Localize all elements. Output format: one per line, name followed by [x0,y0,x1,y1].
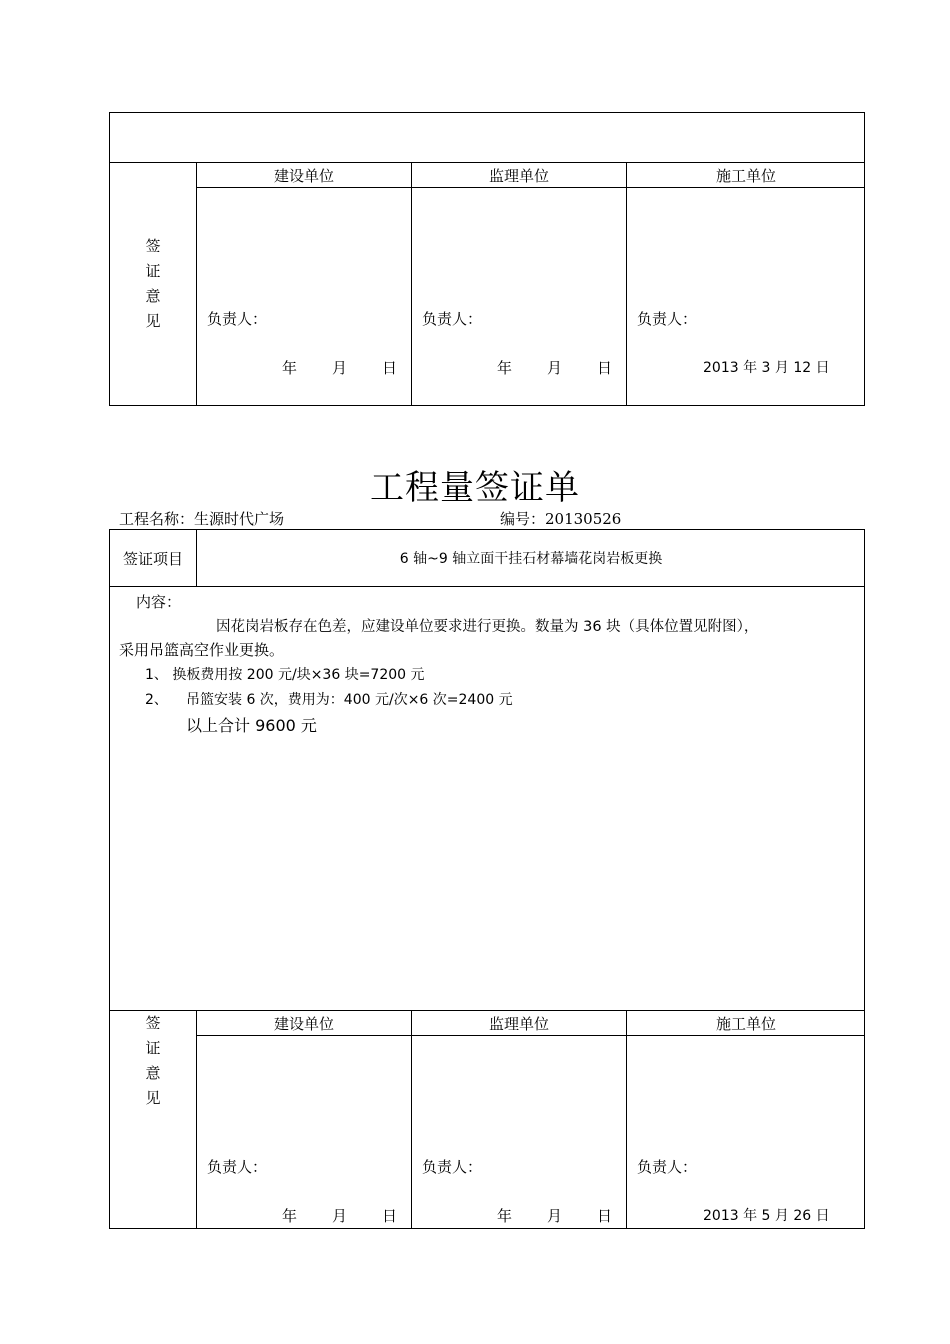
month-label: 月 [332,1207,348,1225]
day-label: 日 [597,359,613,377]
item-value: 6 轴~9 轴立面干挂石材幕墙花岗岩板更换 [399,551,663,567]
year-label: 年 [497,1207,513,1225]
bottom-contractor-date: 2013 年 5 月 26 日 [703,1208,830,1224]
bottom-sign-column-divider [196,1010,197,1229]
bottom-responsible-label: 负责人： [422,1158,483,1176]
sign-char: 意 [145,287,161,305]
top-responsible-label: 负责人： [422,310,483,328]
top-responsible-label: 负责人： [207,310,268,328]
top-header-row-divider [196,187,865,188]
top-responsible-label: 负责人： [637,310,698,328]
content-item-2-number: 2、 [145,692,168,708]
year-label: 年 [282,1207,298,1225]
bottom-col-divider-1 [411,1010,412,1229]
content-label: 内容： [136,593,182,611]
item-row-divider [109,586,865,587]
top-sign-column-divider [196,162,197,406]
month-label: 月 [547,1207,563,1225]
sign-char: 证 [145,262,161,280]
day-label: 日 [382,1207,398,1225]
content-paragraph-line1: 因花岗岩板存在色差，应建设单位要求进行更换。数量为 36 块（具体位置见附图）， [216,619,759,635]
bottom-responsible-label: 负责人： [207,1158,268,1176]
top-col-divider-1 [411,162,412,406]
bottom-col-divider-2 [626,1010,627,1229]
month-label: 月 [332,359,348,377]
sign-char: 签 [145,237,161,255]
sign-char: 见 [145,1089,161,1107]
project-name: 工程名称：生源时代广场 [119,510,285,528]
top-table-divider [109,162,865,163]
bottom-header-row-divider [196,1035,865,1036]
top-contractor-date: 2013 年 3 月 12 日 [703,360,830,376]
serial-number: 编号：20130526 [500,510,622,528]
sign-section-divider [109,1010,865,1011]
item-label: 签证项目 [122,550,183,568]
sign-char: 见 [145,312,161,330]
content-item-1: 1、 换板费用按 200 元/块×36 块=7200 元 [145,667,425,683]
year-label: 年 [282,359,298,377]
content-total: 以上合计 9600 元 [186,716,317,735]
top-header-construction-unit: 建设单位 [273,167,334,185]
bottom-header-construction-unit: 建设单位 [273,1015,334,1033]
content-item-2: 吊篮安装 6 次，费用为：400 元/次×6 次=2400 元 [186,692,513,708]
content-paragraph-line2: 采用吊篮高空作业更换。 [119,641,285,659]
day-label: 日 [597,1207,613,1225]
day-label: 日 [382,359,398,377]
form-title: 工程量签证单 [370,468,580,508]
month-label: 月 [547,359,563,377]
bottom-responsible-label: 负责人： [637,1158,698,1176]
sign-char: 证 [145,1039,161,1057]
top-header-supervision-unit: 监理单位 [488,167,549,185]
bottom-header-supervision-unit: 监理单位 [488,1015,549,1033]
sign-char: 意 [145,1064,161,1082]
top-header-contractor-unit: 施工单位 [715,167,776,185]
year-label: 年 [497,359,513,377]
top-col-divider-2 [626,162,627,406]
sign-char: 签 [145,1014,161,1032]
bottom-header-contractor-unit: 施工单位 [715,1015,776,1033]
